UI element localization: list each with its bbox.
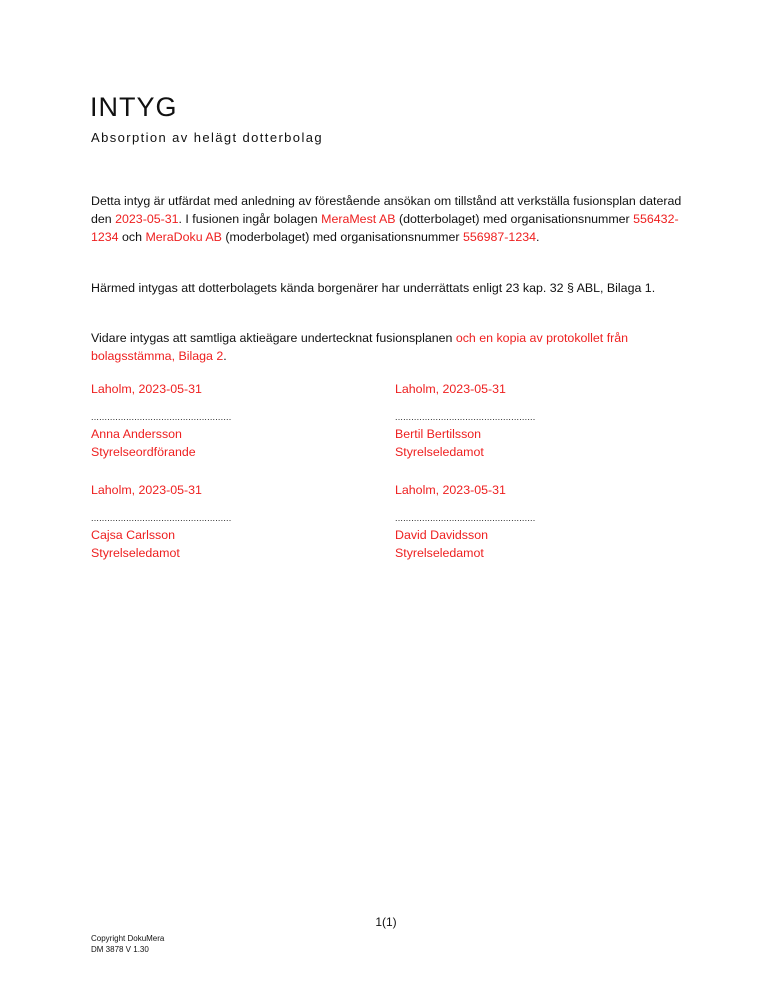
shareholders-text-2: . (223, 349, 227, 363)
shareholders-paragraph (91, 329, 691, 365)
signature-place-date[interactable]: Laholm, 2023-05-31 (91, 382, 202, 396)
footer-copyright: Copyright DokuMera (91, 934, 165, 943)
signature-block-4 (395, 481, 655, 562)
signature-line: .................................................... (91, 513, 232, 523)
signature-place-date[interactable]: Laholm, 2023-05-31 (91, 483, 202, 497)
footer-version: DM 3878 V 1.30 (91, 945, 149, 954)
fusion-plan-date-field[interactable]: 2023-05-31 (115, 212, 179, 226)
signatory-name[interactable]: Bertil Bertilsson (395, 427, 482, 441)
signatory-role[interactable]: Styrelseledamot (395, 445, 484, 459)
intro-text-5: (moderbolaget) med organisationsnummer (221, 230, 463, 244)
signature-block-3 (91, 481, 351, 562)
parent-name-field[interactable]: MeraDoku AB (145, 230, 222, 244)
signatory-name[interactable]: Cajsa Carlsson (91, 528, 176, 542)
creditors-paragraph: Härmed intygas att dotterbolagets kända borgenärer har underrättats enligt 23 kap. 32 § ABL, Bilaga 1. (91, 281, 656, 295)
signature-line: .................................................... (91, 412, 232, 422)
signature-place-date[interactable]: Laholm, 2023-05-31 (395, 382, 506, 396)
parent-orgnr-field[interactable]: 556987-1234 (462, 230, 536, 244)
intro-text-4: och (118, 230, 146, 244)
signatory-name[interactable]: David Davidsson (395, 528, 488, 542)
protocol-copy-field[interactable]: och en kopia av protokollet från bolagsstämma, Bilaga 2 (91, 331, 629, 363)
signature-line: .................................................... (395, 513, 536, 523)
document-title: INTYG (90, 92, 178, 122)
subsidiary-orgnr-field[interactable]: 556432-1234 (91, 212, 679, 244)
signature-line: .................................................... (395, 412, 536, 422)
page-number: 1(1) (375, 915, 397, 929)
signatory-name[interactable]: Anna Andersson (91, 427, 182, 441)
shareholders-text-1: Vidare intygas att samtliga aktieägare undertecknat fusionsplanen (91, 331, 456, 345)
signatory-role[interactable]: Styrelseledamot (395, 546, 484, 560)
document-subtitle: Absorption av helägt dotterbolag (91, 130, 323, 145)
signature-block-1 (91, 380, 351, 461)
intro-text-3: (dotterbolaget) med organisationsnummer (395, 212, 634, 226)
intro-text-1: Detta intyg är utfärdat med anledning av förestående ansökan om tillstånd att verkställa fusionsplan daterad den (91, 194, 682, 226)
footer (91, 933, 164, 955)
intro-text-2: . I fusionen ingår bolagen (178, 212, 322, 226)
signature-place-date[interactable]: Laholm, 2023-05-31 (395, 483, 506, 497)
signatory-role[interactable]: Styrelseledamot (91, 546, 180, 560)
signature-block-2 (395, 380, 655, 461)
intro-paragraph (91, 192, 691, 246)
subsidiary-name-field[interactable]: MeraMest AB (321, 212, 396, 226)
intro-text-6: . (536, 230, 540, 244)
signatory-role[interactable]: Styrelseordförande (91, 445, 196, 459)
